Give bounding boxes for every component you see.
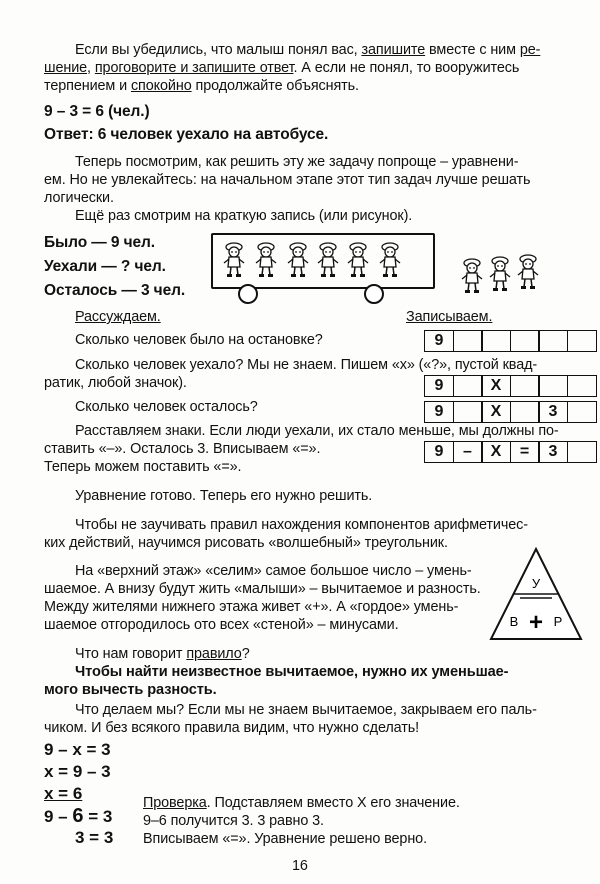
child-figure [490,257,510,291]
child-figure [348,243,368,277]
grid-cell [510,401,540,423]
grid-cell: 9 [424,375,454,397]
check-line-1: Проверка. Подставляем вместо Х его значение. [143,795,460,811]
intro-line-2: шение, проговорите и запишите ответ. А если не понял, то вооружитесь [44,60,520,76]
para2-line-2: ем. Но не увлекайтесь: на начальном этапе этот тип задач лучше решать [44,172,531,188]
child-figure [224,243,244,277]
equation-4: 9 – 6 = 3 [44,805,113,827]
grid-cell: 3 [538,401,568,423]
para3-line-3: ких действий, научимся рисовать «волшебный» треугольник. [44,535,448,551]
grid-cell [510,375,540,397]
summary-was: Было — 9 чел. [44,234,155,251]
summary-left: Уехали — ? чел. [44,258,166,275]
grid-cell [453,401,483,423]
grid-cell [538,330,568,352]
child-figure [256,243,276,277]
grid-cell [538,375,568,397]
summary-remain: Осталось — 3 чел. [44,282,186,299]
para4-line-3: Между жителями нижнего этажа живет «+». А «гордое» умень- [44,599,459,615]
grid-cell: = [510,441,540,463]
record-grid-row4 [424,441,597,463]
grid-cell [567,401,597,423]
grid-cell: – [453,441,483,463]
grid-cell [510,330,540,352]
child-figure [318,243,338,277]
equation-1: 9 – х = 3 [44,740,111,759]
reason-q2-line1: Сколько человек уехало? Мы не знаем. Пишем «х» («?», пустой квад- [75,357,538,373]
triangle-left-label: В [509,614,519,629]
grid-cell [453,375,483,397]
grid-cell [567,441,597,463]
reason-q4-line3: Теперь можем поставить «=». [44,459,242,475]
rule-line-2: мого вычесть разность. [44,682,217,698]
solution-expression: 9 – 3 = 6 (чел.) [44,103,150,120]
reason-q4-line1: Расставляем знаки. Если люди уехали, их стало меньше, мы должны по- [75,423,559,439]
intro-line-1: Если вы убедились, что малыш понял вас, запишите вместе с ним ре- [75,42,541,58]
record-grid-row1 [424,330,597,352]
equation-5: 3 = 3 [75,828,114,847]
intro-line-3: терпением и спокойно продолжайте объяснять. [44,78,359,94]
page-number: 16 [292,858,308,874]
para4-line-2: шаемое. А внизу будут жить «малыши» – вычитаемое и разность. [44,581,481,597]
para4-line-1: На «верхний этаж» «селим» самое большое число – умень- [75,563,472,579]
triangle-right-label: Р [553,614,563,629]
grid-cell: X [481,401,511,423]
magic-triangle [488,546,584,642]
child-figure [462,259,482,293]
grid-cell [453,330,483,352]
equation-3: х = 6 [44,784,83,803]
reason-q2-line2: ратик, любой значок). [44,375,187,391]
para2-line-4: Ещё раз смотрим на краткую запись (или рисунок). [75,208,413,224]
rule-line-1: Чтобы найти неизвестное вычитаемое, нужно их уменьшае- [75,664,509,680]
rule-question: Что нам говорит правило? [75,646,250,662]
record-header: Записываем. [406,309,493,325]
grid-cell: 9 [424,401,454,423]
reason-header: Рассуждаем. [75,309,161,325]
para3-line-1: Уравнение готово. Теперь его нужно решить. [75,488,373,504]
children-figures [0,0,600,320]
grid-cell [567,330,597,352]
para2-line-1: Теперь посмотрим, как решить эту же задачу попроще – уравнени- [75,154,519,170]
triangle-top-label: У [531,576,541,591]
grid-cell: X [481,375,511,397]
reason-q4-line2: ставить «–». Осталось 3. Вписываем «=». [44,441,321,457]
grid-cell: X [481,441,511,463]
child-figure [288,243,308,277]
check-line-2: 9–6 получится 3. 3 равно 3. [143,813,324,829]
para4-line-4: шаемое отгородилось ото всех «стеной» – минусами. [44,617,399,633]
para5-line-2: чиком. И без всякого правила видим, что нужно сделать! [44,720,420,736]
para3-line-2: Чтобы не заучивать правил нахождения компонентов арифметичес- [75,517,528,533]
para2-line-3: логически. [44,190,114,206]
record-grid-row3 [424,401,597,423]
equation-2: х = 9 – 3 [44,762,111,781]
grid-cell: 3 [538,441,568,463]
grid-cell [567,375,597,397]
triangle-plus: + [528,609,544,636]
record-grid-row2 [424,375,597,397]
check-line-3: Вписываем «=». Уравнение решено верно. [143,831,427,847]
grid-cell: 9 [424,441,454,463]
reason-q1: Сколько человек было на остановке? [75,332,323,348]
para5-line-1: Что делаем мы? Если мы не знаем вычитаемое, закрываем его паль- [75,702,537,718]
grid-cell [481,330,511,352]
answer-line: Ответ: 6 человек уехало на автобусе. [44,126,329,143]
child-figure [380,243,400,277]
child-figure [518,255,538,289]
grid-cell: 9 [424,330,454,352]
reason-q3: Сколько человек осталось? [75,399,258,415]
